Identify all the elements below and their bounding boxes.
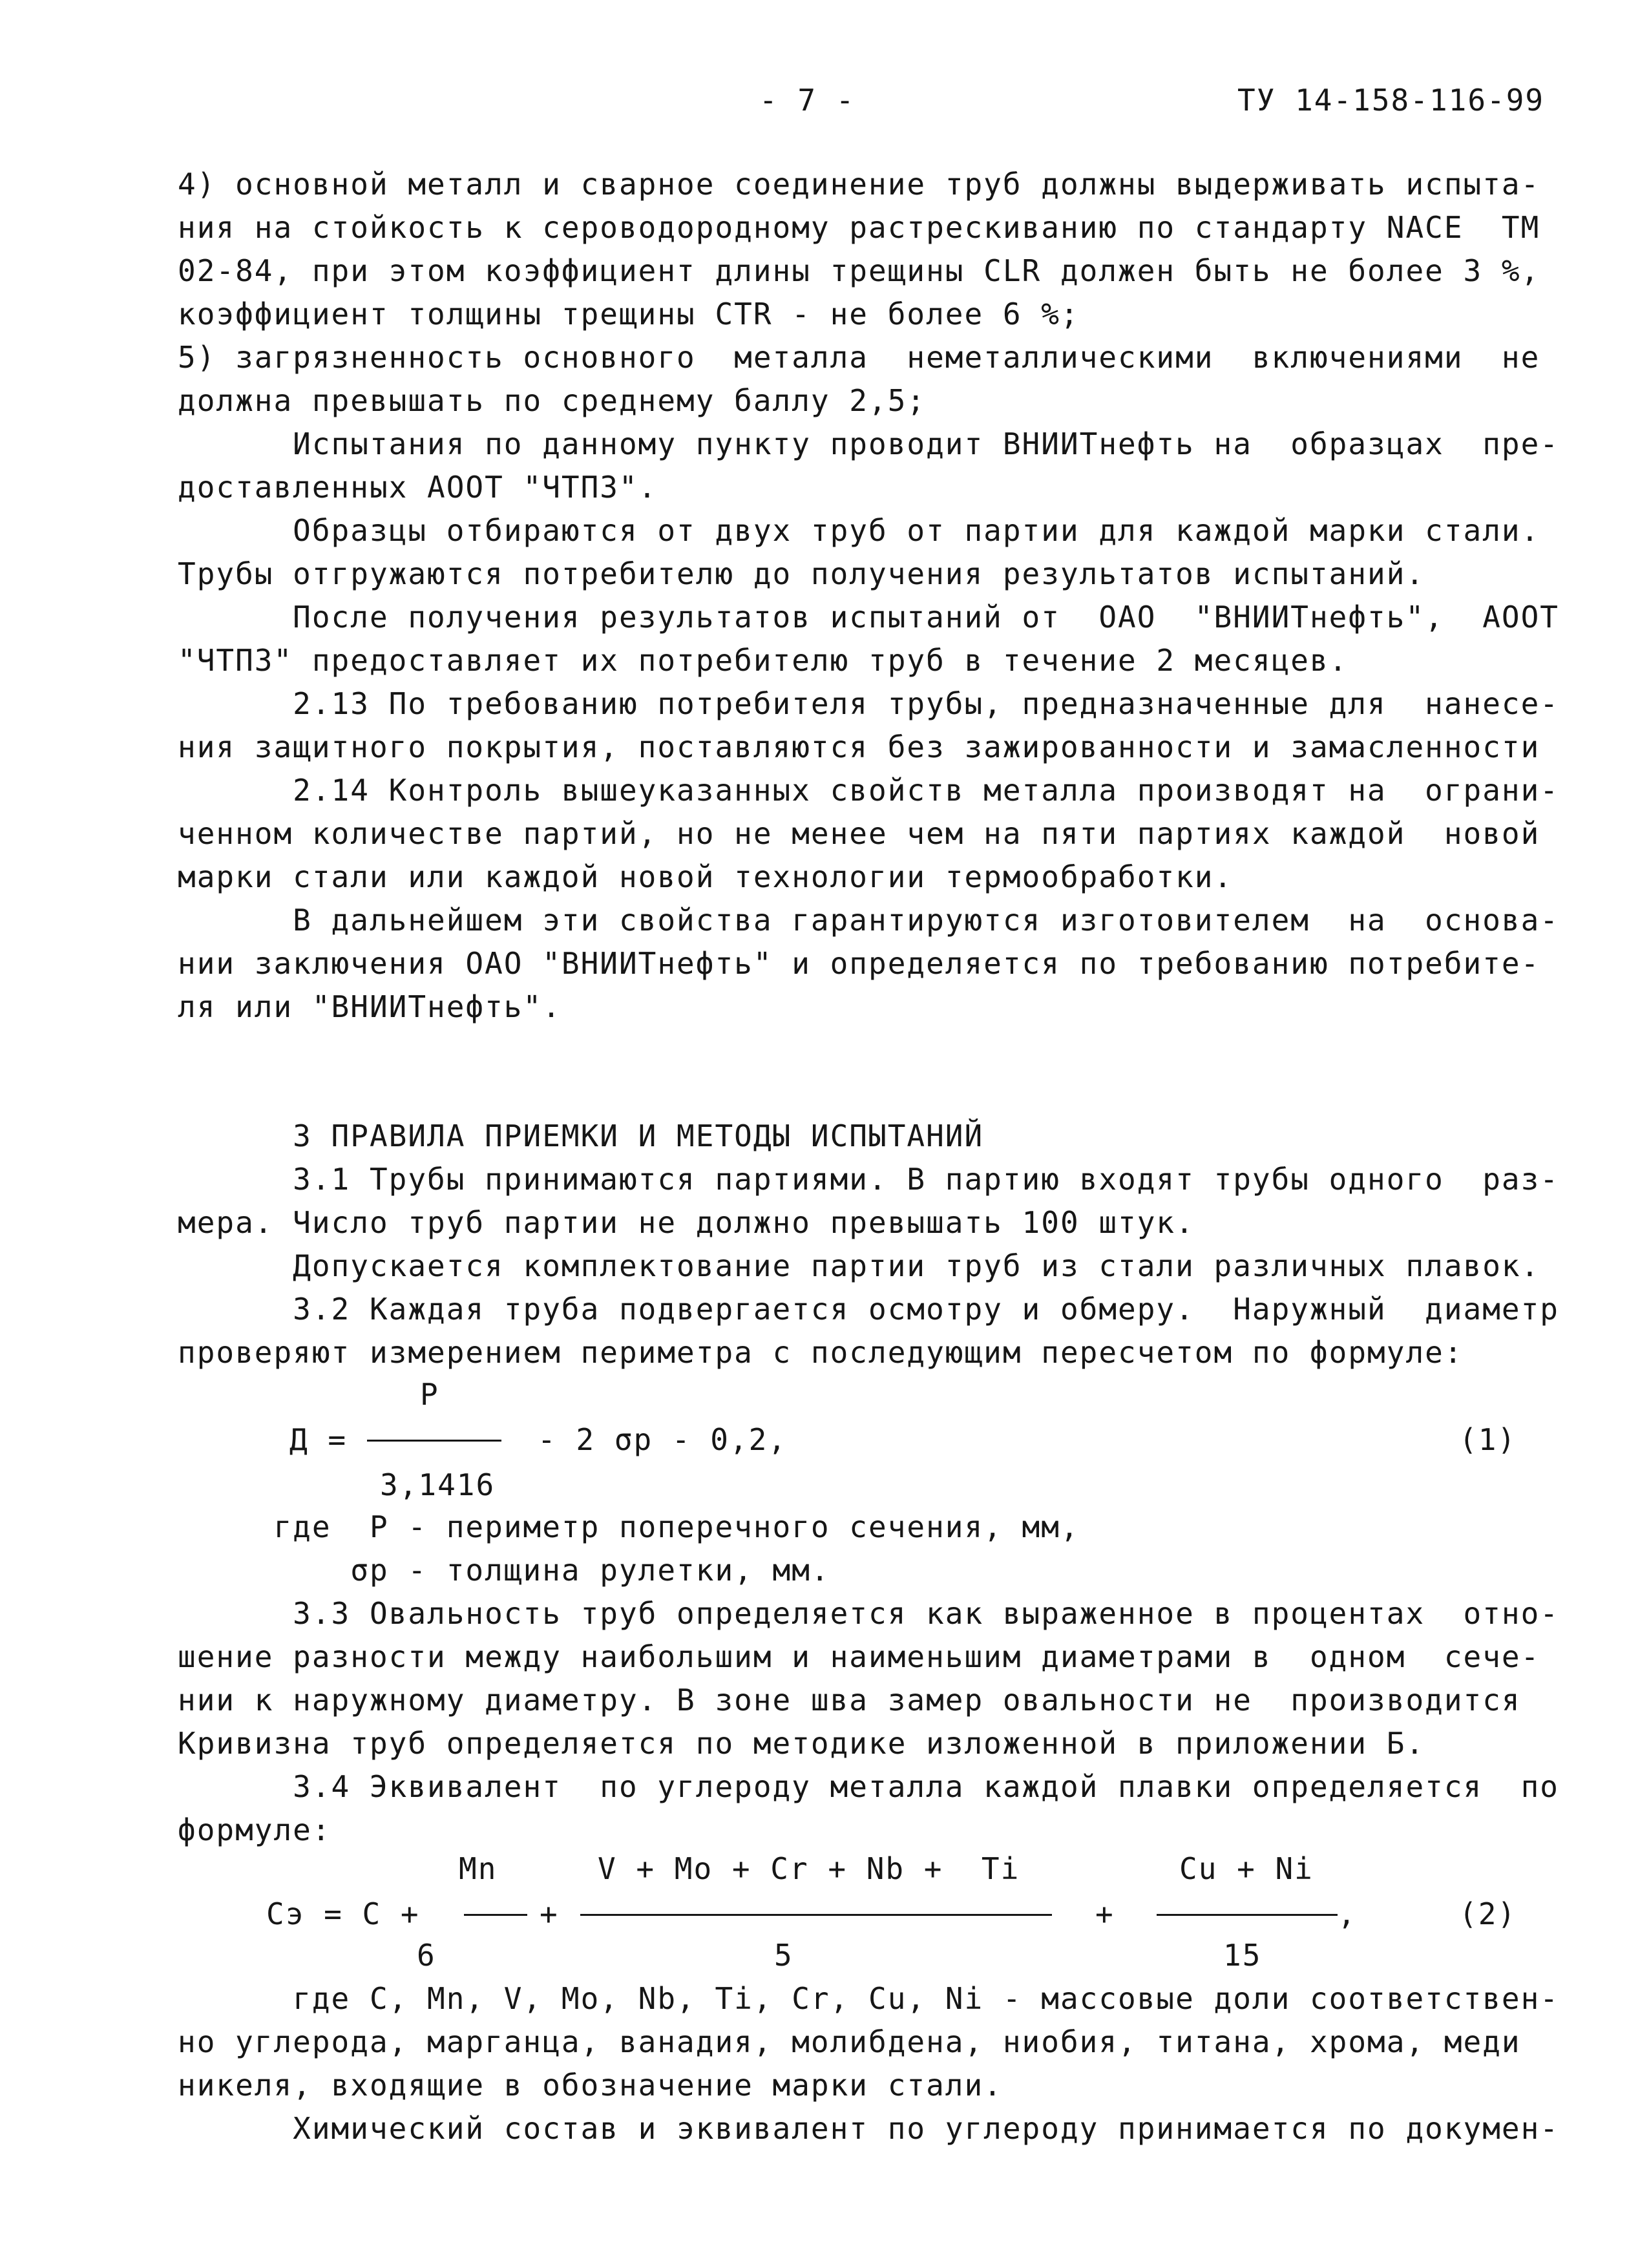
text-line: После получения результатов испытаний от ОАО "ВНИИТнефть", АООТ (178, 600, 1559, 635)
formula-1-rest: - 2 σр - 0,2, (538, 1422, 788, 1457)
text-line: коэффициент толщины трещины CTR - не более 6 %; (178, 297, 1080, 331)
text-line: 4) основной металл и сварное соединение труб должны выдерживать испыта- (178, 167, 1540, 202)
text-line: проверяют измерением периметра с последующим пересчетом по формуле: (178, 1335, 1464, 1370)
text-line: нии к наружному диаметру. В зоне шва замер овальности не производится (178, 1683, 1521, 1717)
text-line: "ЧТПЗ" предоставляет их потребителю труб в течение 2 месяцев. (178, 643, 1349, 678)
formula-2-lhs: Сэ = C + (266, 1896, 420, 1931)
formula-2-denominator-6: 6 (417, 1938, 436, 1973)
text-line: Допускается комплектование партии труб из стали различных плавок. (178, 1248, 1540, 1283)
page-number: - 7 - (759, 83, 856, 118)
text-line: формуле: (178, 1812, 331, 1847)
document-code: ТУ 14-158-116-99 (1237, 83, 1545, 118)
text-line: Трубы отгружаются потребителю до получения результатов испытаний. (178, 556, 1425, 591)
formula-2-bar-3 (1157, 1914, 1338, 1916)
text-line: нии заключения ОАО "ВНИИТнефть" и определяется по требованию потребите- (178, 946, 1540, 981)
text-line: В дальнейшем эти свойства гарантируются изготовителем на основа- (178, 903, 1559, 938)
text-line: 2.14 Контроль вышеуказанных свойств металла производят на ограни- (178, 773, 1559, 808)
text-line: ченном количестве партий, но не менее чем на пяти партиях каждой новой (178, 816, 1540, 851)
text-line: 2.13 По требованию потребителя трубы, предназначенные для нанесе- (178, 686, 1559, 721)
formula-1-lhs: Д = (289, 1422, 348, 1457)
text-line: 5) загрязненность основного металла неметаллическими включениями не (178, 340, 1540, 375)
text-line: 02-84, при этом коэффициент длины трещины CLR должен быть не более 3 %, (178, 253, 1540, 288)
formula-2-denominator-5: 5 (774, 1938, 793, 1973)
formula-1-fraction-bar (367, 1440, 501, 1442)
text-line: 3.2 Каждая труба подвергается осмотру и обмеру. Наружный диаметр (178, 1292, 1559, 1327)
text-line: 3.1 Трубы принимаются партиями. В партию входят трубы одного раз- (178, 1162, 1559, 1197)
section-heading: 3 ПРАВИЛА ПРИЕМКИ И МЕТОДЫ ИСПЫТАНИЙ (178, 1118, 984, 1153)
formula-2-number: (2) (1459, 1896, 1517, 1931)
text-line: Образцы отбираются от двух труб от партии для каждой марки стали. (178, 513, 1540, 548)
text-line: но углерода, марганца, ванадия, молибдена, ниобия, титана, хрома, меди (178, 2024, 1521, 2059)
text-line: шение разности между наибольшим и наименьшим диаметрами в одном сече- (178, 1639, 1540, 1674)
formula-1-where-line: σр - толщина рулетки, мм. (178, 1553, 830, 1588)
formula-2-bar-1 (464, 1914, 527, 1916)
text-line: Химический состав и эквивалент по углероду принимается по докумен- (178, 2111, 1559, 2146)
text-line: доставленных АООТ "ЧТПЗ". (178, 470, 658, 505)
text-line: где C, Mn, V, Mo, Nb, Ti, Cr, Cu, Ni - массовые доли соответствен- (178, 1981, 1559, 2016)
text-line: никеля, входящие в обозначение марки стали. (178, 2068, 1003, 2103)
formula-1-where-line: где P - периметр поперечного сечения, мм, (178, 1509, 1080, 1544)
formula-2-numerator-cu-ni: Cu + Ni (1179, 1851, 1314, 1886)
formula-2-numerator-alloys: V + Mo + Cr + Nb + Ti (598, 1851, 1020, 1886)
text-line: должна превышать по среднему баллу 2,5; (178, 383, 927, 418)
formula-1-number: (1) (1459, 1422, 1517, 1457)
formula-2-numerator-mn: Mn (459, 1851, 498, 1886)
text-line: Кривизна труб определяется по методике изложенной в приложении Б. (178, 1726, 1425, 1761)
formula-2-bar-2 (580, 1914, 1052, 1916)
formula-1-numerator: P (420, 1377, 439, 1412)
formula-2-comma: , (1338, 1896, 1357, 1931)
text-line: марки стали или каждой новой технологии термообработки. (178, 859, 1234, 894)
text-line: 3.4 Эквивалент по углероду металла каждой плавки определяется по (178, 1769, 1559, 1804)
formula-1-denominator: 3,1416 (380, 1467, 496, 1502)
text-line: ля или "ВНИИТнефть". (178, 989, 562, 1024)
formula-2-plus: + (1095, 1896, 1115, 1931)
formula-2-plus: + (540, 1896, 559, 1931)
text-line: ния защитного покрытия, поставляются без зажированности и замасленности (178, 730, 1540, 764)
text-line: 3.3 Овальность труб определяется как выраженное в процентах отно- (178, 1596, 1559, 1631)
text-line: мера. Число труб партии не должно превышать 100 штук. (178, 1205, 1195, 1240)
formula-2-denominator-15: 15 (1223, 1938, 1262, 1973)
text-line: Испытания по данному пункту проводит ВНИИТнефть на образцах пре- (178, 426, 1559, 461)
text-line: ния на стойкость к сероводородному растрескиванию по стандарту NACE TM (178, 210, 1540, 245)
